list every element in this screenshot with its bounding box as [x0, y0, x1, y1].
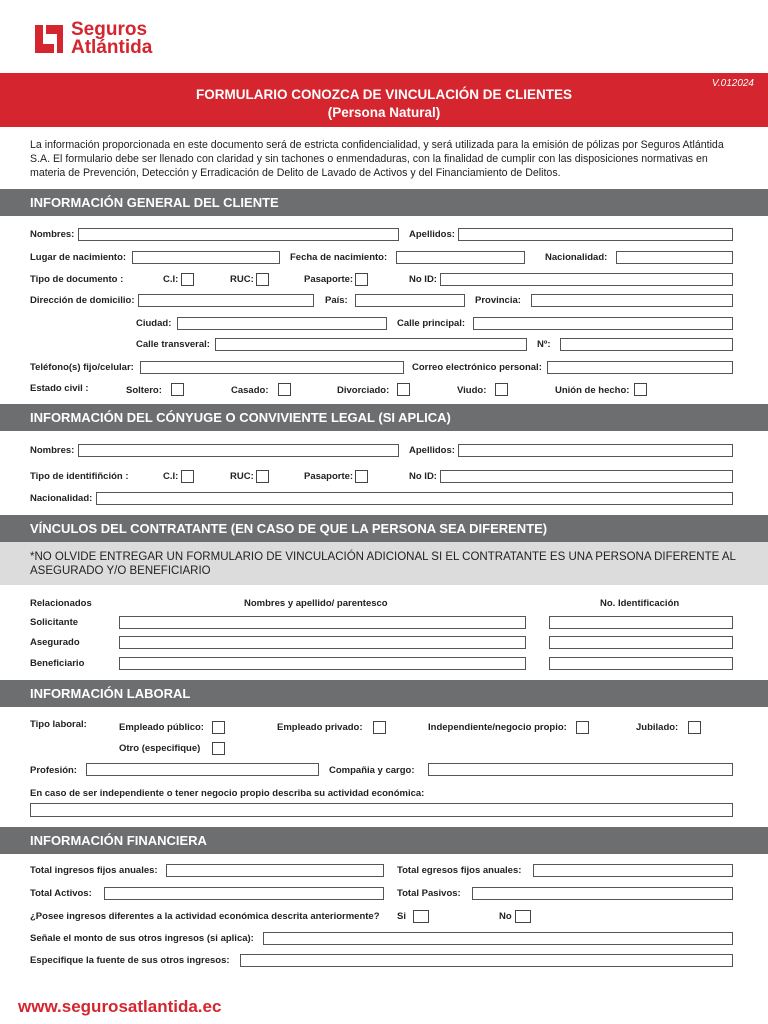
- brand-line1: Seguros: [71, 19, 148, 40]
- s2-ci-checkbox[interactable]: [181, 470, 194, 483]
- s5-ingresos-field[interactable]: [166, 864, 384, 877]
- s1-noid-field[interactable]: [440, 273, 733, 286]
- s1-telefono-field[interactable]: [140, 361, 404, 374]
- s1-ciudad-field[interactable]: [177, 317, 387, 330]
- s1-nacionalidad-label: Nacionalidad:: [545, 252, 608, 263]
- s4-profesion-field[interactable]: [86, 763, 319, 776]
- s1-apellidos-label: Apellidos:: [409, 229, 455, 240]
- s3-beneficiario-id-field[interactable]: [549, 657, 733, 670]
- s1-ruc-label: RUC:: [230, 274, 254, 285]
- s1-pasaporte-checkbox[interactable]: [355, 273, 368, 286]
- s1-nombres-label: Nombres:: [30, 229, 75, 240]
- section-vinculos-title: VÍNCULOS DEL CONTRATANTE (EN CASO DE QUE LA PERSONA SEA DIFERENTE): [0, 515, 768, 542]
- s5-si-label: Si: [397, 911, 406, 922]
- s2-pasaporte-checkbox[interactable]: [355, 470, 368, 483]
- s3-row-solicitante: Solicitante: [30, 617, 79, 628]
- form-title: FORMULARIO CONOZCA DE VINCULACIÓN DE CLIENTES: [196, 87, 572, 102]
- notice-text: *NO OLVIDE ENTREGAR UN FORMULARIO DE VINCULACIÓN ADICIONAL SI EL CONTRATANTE ES UNA PERSONA DIFERENTE AL ASEGURADO Y/O BENEFICIARIO: [30, 551, 736, 577]
- s3-col-nombres: Nombres y apellido/ parentesco: [244, 598, 388, 609]
- s1-viudo-checkbox[interactable]: [495, 383, 508, 396]
- s4-privado-label: Empleado privado:: [277, 722, 363, 733]
- s1-provincia-label: Provincia:: [475, 295, 521, 306]
- footer-website-link[interactable]: www.segurosatlantida.ec: [18, 997, 222, 1016]
- s2-nacionalidad-field[interactable]: [96, 492, 733, 505]
- s1-numero-field[interactable]: [560, 338, 733, 351]
- form-subtitle: (Persona Natural): [327, 105, 441, 120]
- s4-otro-label: Otro (especifique): [119, 743, 201, 754]
- s1-soltero-checkbox[interactable]: [171, 383, 184, 396]
- s1-tipo-doc-label: Tipo de documento :: [30, 274, 124, 285]
- s1-numero-label: Nº:: [537, 339, 551, 350]
- s4-independiente-checkbox[interactable]: [576, 721, 589, 734]
- s4-tipo-label: Tipo laboral:: [30, 719, 87, 730]
- s2-apellidos-field[interactable]: [458, 444, 733, 457]
- s5-monto-field[interactable]: [263, 932, 733, 945]
- s1-pasaporte-label: Pasaporte:: [304, 274, 354, 285]
- s1-ci-label: C.I:: [163, 274, 179, 285]
- s1-union-label: Unión de hecho:: [555, 385, 630, 396]
- s1-ci-checkbox[interactable]: [181, 273, 194, 286]
- s4-profesion-label: Profesión:: [30, 765, 77, 776]
- s3-solicitante-id-field[interactable]: [549, 616, 733, 629]
- s2-noid-field[interactable]: [440, 470, 733, 483]
- s2-tipo-id-label: Tipo de identifiñción :: [30, 471, 129, 482]
- s5-activos-field[interactable]: [104, 887, 384, 900]
- s4-compania-field[interactable]: [428, 763, 733, 776]
- s4-publico-checkbox[interactable]: [212, 721, 225, 734]
- s1-calle-transversal-label: Calle transveral:: [136, 339, 210, 350]
- s4-jubilado-label: Jubilado:: [636, 722, 679, 733]
- s1-union-checkbox[interactable]: [634, 383, 647, 396]
- s1-apellidos-field[interactable]: [458, 228, 733, 241]
- s5-egresos-field[interactable]: [533, 864, 733, 877]
- s5-posee-label: ¿Posee ingresos diferentes a la actividad económica descrita anteriormente?: [30, 911, 380, 922]
- s5-fuente-label: Especifique la fuente de sus otros ingresos:: [30, 955, 230, 966]
- notice-band: [0, 542, 768, 585]
- s5-ingresos-label: Total ingresos fijos anuales:: [30, 865, 158, 876]
- section-financiera-title: INFORMACIÓN FINANCIERA: [0, 827, 768, 854]
- s1-calle-principal-field[interactable]: [473, 317, 733, 330]
- brand-logo: [30, 20, 230, 58]
- s1-correo-field[interactable]: [547, 361, 733, 374]
- s1-direccion-field[interactable]: [138, 294, 314, 307]
- s4-jubilado-checkbox[interactable]: [688, 721, 701, 734]
- section-conyuge-title: INFORMACIÓN DEL CÓNYUGE O CONVIVIENTE LEGAL (SI APLICA): [0, 404, 768, 431]
- s3-asegurado-nombre-field[interactable]: [119, 636, 526, 649]
- s2-ci-label: C.I:: [163, 471, 179, 482]
- s1-telefono-label: Teléfono(s) fijo/celular:: [30, 362, 134, 373]
- s5-no-label: No: [499, 911, 512, 922]
- s2-nombres-field[interactable]: [78, 444, 399, 457]
- brand-logo-icon: [32, 22, 66, 56]
- s1-ciudad-label: Ciudad:: [136, 318, 172, 329]
- form-header: [0, 73, 768, 127]
- s2-noid-label: No ID:: [409, 471, 437, 482]
- s5-si-checkbox[interactable]: [413, 910, 429, 923]
- s1-casado-label: Casado:: [231, 385, 269, 396]
- s1-calle-principal-label: Calle principal:: [397, 318, 466, 329]
- s4-actividad-label: En caso de ser independiente o tener negocio propio describa su actividad económica:: [30, 788, 425, 799]
- s1-nacionalidad-field[interactable]: [616, 251, 733, 264]
- brand-line2: Atlántida: [71, 37, 153, 58]
- s5-activos-label: Total Activos:: [30, 888, 92, 899]
- s2-pasaporte-label: Pasaporte:: [304, 471, 354, 482]
- s5-egresos-label: Total egresos fijos anuales:: [397, 865, 522, 876]
- s1-ruc-checkbox[interactable]: [256, 273, 269, 286]
- s1-fecha-label: Fecha de nacimiento:: [290, 252, 388, 263]
- section-general-title: INFORMACIÓN GENERAL DEL CLIENTE: [0, 189, 768, 216]
- s1-divorciado-checkbox[interactable]: [397, 383, 410, 396]
- section-laboral-title: INFORMACIÓN LABORAL: [0, 680, 768, 707]
- s4-otro-checkbox[interactable]: [212, 742, 225, 755]
- s2-ruc-checkbox[interactable]: [256, 470, 269, 483]
- s1-lugar-field[interactable]: [132, 251, 280, 264]
- s5-no-checkbox[interactable]: [515, 910, 531, 923]
- s5-monto-label: Señale el monto de sus otros ingresos (si aplica):: [30, 933, 254, 944]
- s2-ruc-label: RUC:: [230, 471, 254, 482]
- s5-pasivos-field[interactable]: [472, 887, 733, 900]
- s4-privado-checkbox[interactable]: [373, 721, 386, 734]
- s1-noid-label: No ID:: [409, 274, 437, 285]
- s5-fuente-field[interactable]: [240, 954, 733, 967]
- s3-asegurado-id-field[interactable]: [549, 636, 733, 649]
- s1-nombres-field[interactable]: [78, 228, 399, 241]
- s1-viudo-label: Viudo:: [457, 385, 487, 396]
- s4-publico-label: Empleado público:: [119, 722, 204, 733]
- version-label: V.012024: [711, 78, 754, 89]
- s3-row-beneficiario: Beneficiario: [30, 658, 85, 669]
- s1-calle-transversal-field[interactable]: [215, 338, 527, 351]
- intro-paragraph: La información proporcionada en este documento será de estricta confidencialidad, y será utilizada para la emisión de pólizas por Seguros Atlántida S.A. El formulario debe ser llenado con claridad y sin tachones o enmendaduras, con la finalidad de cumplir con las disposiciones normativas en materia de Prevención, Detección y Erradicación de Delito de Lavado de Activos y del Financiamiento de Delitos.: [30, 139, 724, 179]
- s4-compania-label: Compañia y cargo:: [329, 765, 415, 776]
- s1-pais-label: País:: [325, 295, 348, 306]
- s3-col-relacionados: Relacionados: [30, 598, 92, 609]
- s3-solicitante-nombre-field[interactable]: [119, 616, 526, 629]
- s1-divorciado-label: Divorciado:: [337, 385, 390, 396]
- s4-independiente-label: Independiente/negocio propio:: [428, 722, 567, 733]
- s2-apellidos-label: Apellidos:: [409, 445, 455, 456]
- s3-row-asegurado: Asegurado: [30, 637, 80, 648]
- s1-soltero-label: Soltero:: [126, 385, 162, 396]
- s4-actividad-field[interactable]: [30, 803, 733, 817]
- s1-correo-label: Correo electrónico personal:: [412, 362, 542, 373]
- s1-fecha-field[interactable]: [396, 251, 525, 264]
- s1-direccion-label: Dirección de domicilio:: [30, 295, 135, 306]
- s1-estado-civil-label: Estado civil :: [30, 383, 89, 394]
- s3-col-identificacion: No. Identificación: [600, 598, 680, 609]
- s5-pasivos-label: Total Pasivos:: [397, 888, 461, 899]
- s1-pais-field[interactable]: [355, 294, 465, 307]
- s2-nacionalidad-label: Nacionalidad:: [30, 493, 93, 504]
- s1-casado-checkbox[interactable]: [278, 383, 291, 396]
- s1-lugar-label: Lugar de nacimiento:: [30, 252, 127, 263]
- s2-nombres-label: Nombres:: [30, 445, 75, 456]
- s3-beneficiario-nombre-field[interactable]: [119, 657, 526, 670]
- s1-provincia-field[interactable]: [531, 294, 733, 307]
